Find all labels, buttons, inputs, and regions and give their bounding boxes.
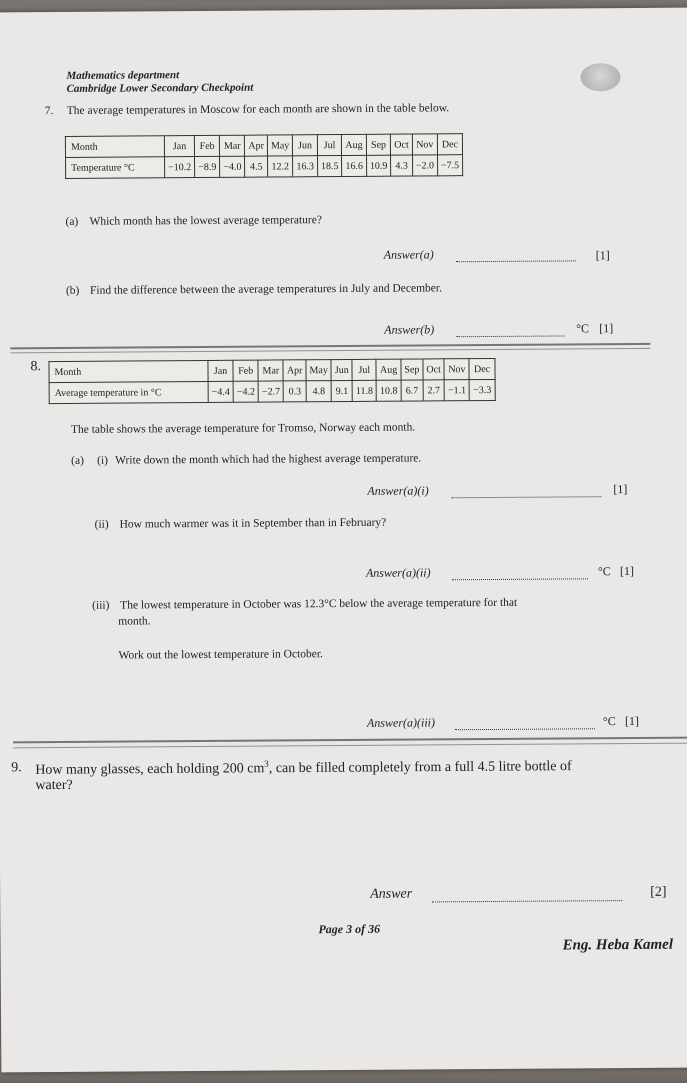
q9-answer-label: Answer [370, 886, 413, 902]
table-row [66, 155, 463, 179]
table-cell: 6.7 [401, 380, 423, 401]
table-cell: Jul [352, 359, 376, 380]
table-cell: Mar [258, 360, 283, 381]
q9-text-line2: water? [35, 777, 73, 794]
q8aiii-mark: [1] [624, 713, 640, 729]
table-cell: Dec [469, 358, 494, 379]
q7b-question: Find the difference between the average temperatures in July and December. [89, 282, 442, 297]
q7a-answer-label: Answer(a) [383, 247, 434, 262]
q8aii-answer-line[interactable] [452, 578, 588, 580]
q7a-question: Which month has the lowest average temperature? [89, 214, 322, 228]
q9-text-part2: , can be filled completely from a full 4.5 litre bottle of [268, 759, 572, 777]
table-cell: Aug [376, 359, 401, 380]
q8aiii-answer-line[interactable] [455, 728, 595, 730]
table-cell: Month [49, 360, 208, 382]
table-cell: 0.3 [284, 381, 307, 402]
q8-number: 8. [30, 359, 42, 375]
table-cell: −2.0 [412, 155, 437, 176]
table-cell: Average temperature in °C [49, 381, 208, 403]
table-cell: Month [65, 136, 164, 158]
table-cell: Temperature °C [66, 157, 165, 179]
table-cell: Feb [233, 360, 258, 381]
table-row [49, 379, 495, 403]
table-cell: 11.8 [352, 380, 376, 401]
table-cell: Apr [245, 135, 268, 156]
table-cell: 4.5 [245, 156, 268, 177]
table-cell: Nov [444, 359, 469, 380]
q9-number: 9. [11, 760, 22, 776]
table-cell: 2.7 [423, 380, 445, 401]
q9-text-superscript: 3 [264, 758, 269, 769]
q7b-label: (b) [65, 284, 80, 297]
q8-temperature-table [48, 358, 495, 404]
table-cell: Sep [366, 134, 391, 155]
department-title: Mathematics department [66, 69, 180, 82]
q8aii-sub: (ii) [94, 518, 109, 531]
table-cell: −8.9 [195, 156, 220, 177]
table-cell: 12.2 [268, 156, 293, 177]
section-divider [13, 743, 687, 749]
table-cell: −4.0 [220, 156, 245, 177]
q8aii-unit: °C [597, 564, 611, 579]
q8aiii-text-line2: month. [118, 615, 151, 628]
author-name: Eng. Heba Kamel [562, 936, 674, 954]
q9-mark: [2] [650, 884, 667, 900]
table-cell: Feb [195, 135, 220, 156]
q7-stem: The average temperatures in Moscow for each month are shown in the table below. [66, 102, 450, 117]
table-cell: −4.4 [208, 381, 233, 402]
q8a-label: (a) [71, 454, 84, 467]
table-cell: 16.6 [342, 155, 367, 176]
q8aii-question: How much warmer was it in September than in February? [119, 516, 387, 531]
table-cell: Apr [283, 360, 306, 381]
exam-page [0, 8, 687, 1073]
section-divider [13, 737, 687, 744]
q9-text-line1 [35, 756, 571, 778]
table-cell: Jan [164, 136, 194, 157]
q7b-mark: [1] [599, 321, 614, 336]
q7a-mark: [1] [595, 248, 610, 263]
q7-number: 7. [44, 105, 54, 118]
table-cell: −1.1 [444, 380, 469, 401]
table-cell: Nov [412, 134, 437, 155]
q8aiii-unit: °C [602, 714, 616, 729]
table-cell: 10.9 [366, 155, 391, 176]
table-cell: 16.3 [293, 156, 318, 177]
table-cell: Oct [391, 134, 413, 155]
table-cell: 10.8 [376, 380, 401, 401]
table-cell: −7.5 [437, 155, 462, 176]
q8aii-answer-label: Answer(a)(ii) [365, 565, 431, 580]
q8ai-sub: (i) [97, 454, 109, 467]
table-cell: Aug [342, 134, 367, 155]
page-number: Page 3 of 36 [318, 921, 381, 937]
table-cell: Jun [331, 359, 352, 380]
q8ai-question: Write down the month which had the highest average temperature. [115, 452, 422, 467]
school-logo [580, 63, 620, 91]
table-cell: −3.3 [470, 379, 495, 400]
q8ai-mark: [1] [613, 482, 628, 497]
table-cell: Jun [293, 135, 318, 156]
q8aii-mark: [1] [619, 563, 634, 579]
table-cell: −2.7 [258, 381, 283, 402]
q8ai-answer-label: Answer(a)(i) [367, 483, 429, 498]
q7b-answer-line[interactable] [456, 335, 564, 337]
table-cell: Jan [208, 360, 233, 381]
table-cell: Oct [423, 359, 445, 380]
q9-text-part1: How many glasses, each holding 200 cm [35, 761, 265, 778]
q8aiii-sub: (iii) [92, 599, 110, 612]
q8aiii-answer-label: Answer(a)(iii) [366, 715, 436, 730]
table-cell: Mar [220, 135, 245, 156]
table-cell: 18.5 [317, 156, 342, 177]
table-cell: May [267, 135, 292, 156]
table-cell: Jul [317, 135, 342, 156]
q8aiii-text-line1: The lowest temperature in October was 12.3°C below the average temperature for that [120, 596, 518, 612]
table-row [65, 134, 462, 158]
table-cell: 4.8 [306, 381, 331, 402]
section-divider [10, 348, 650, 353]
q7b-answer-label: Answer(b) [384, 322, 435, 337]
exam-title: Cambridge Lower Secondary Checkpoint [66, 81, 254, 95]
table-cell: 4.3 [391, 155, 413, 176]
q8ai-answer-line[interactable] [451, 496, 601, 498]
q7b-unit: °C [576, 321, 590, 336]
q7a-answer-line[interactable] [456, 260, 576, 262]
table-cell: May [306, 360, 331, 381]
q7a-label: (a) [65, 215, 79, 228]
q7-temperature-table [65, 133, 463, 179]
table-cell: Sep [401, 359, 423, 380]
table-cell: Dec [437, 134, 462, 155]
q8-intro: The table shows the average temperature for Tromso, Norway each month. [70, 421, 416, 436]
table-cell: −10.2 [165, 157, 195, 178]
q8aiii-instruction: Work out the lowest temperature in October. [118, 648, 323, 662]
table-cell: −4.2 [233, 381, 258, 402]
q9-answer-line[interactable] [432, 900, 622, 902]
table-cell: 9.1 [331, 380, 352, 401]
